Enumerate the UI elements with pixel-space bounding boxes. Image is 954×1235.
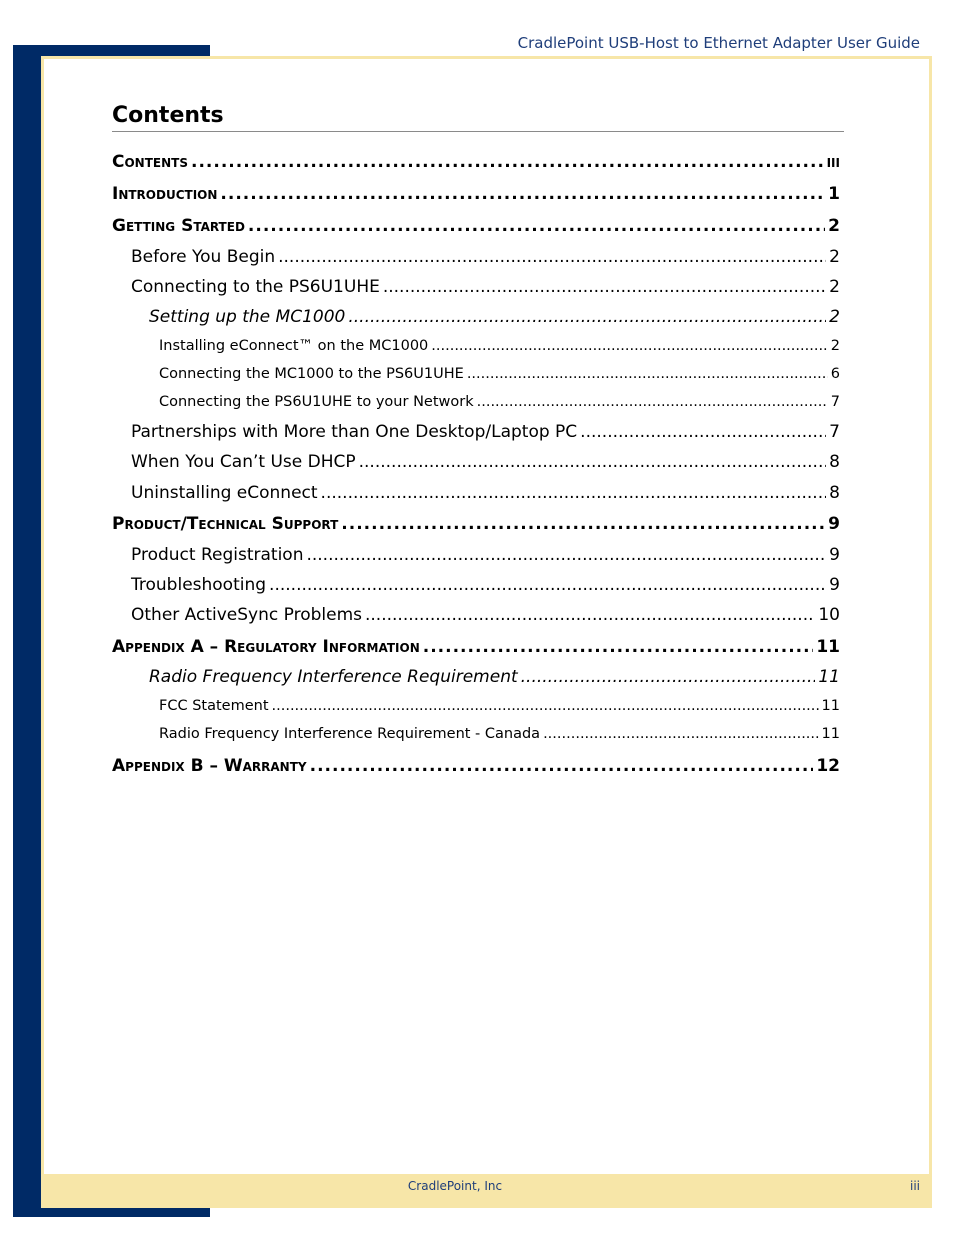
footer-page-number: iii: [909, 1179, 920, 1193]
toc-entry-support[interactable]: Product/Technical Support ..... 9: [112, 514, 840, 534]
toc-entry-connecting-ps6u1uhe[interactable]: Connecting to the PS6U1UHE ..... 2: [131, 277, 840, 297]
toc-entry-before-you-begin[interactable]: Before You Begin ..... 2: [131, 247, 840, 267]
toc-entry-introduction[interactable]: Introduction ..... 1: [112, 184, 840, 204]
toc-entry-uninstalling[interactable]: Uninstalling eConnect ..... 8: [131, 483, 840, 503]
toc-entry-registration[interactable]: Product Registration ..... 9: [131, 545, 840, 565]
toc-entry-activesync[interactable]: Other ActiveSync Problems ..... 10: [131, 605, 840, 625]
toc-entry-appendix-a[interactable]: Appendix A – Regulatory Information ..... 11: [112, 637, 840, 657]
toc-entry-appendix-b[interactable]: Appendix B – Warranty ..... 12: [112, 756, 840, 776]
heading-rule: [112, 131, 844, 132]
toc-entry-troubleshooting[interactable]: Troubleshooting ..... 9: [131, 575, 840, 595]
header-title: CradlePoint USB-Host to Ethernet Adapter User Guide: [517, 34, 920, 52]
toc-entry-partnerships[interactable]: Partnerships with More than One Desktop/Laptop PC ..... 7: [131, 422, 840, 442]
toc-entry-contents[interactable]: Contents ..... iii: [112, 152, 840, 172]
toc-entry-dhcp[interactable]: When You Can’t Use DHCP ..... 8: [131, 452, 840, 472]
footer-company: CradlePoint, Inc: [407, 1179, 503, 1193]
toc-entry-rf-canada[interactable]: Radio Frequency Interference Requirement - Canada ..... 11: [159, 726, 840, 742]
toc-entry-connecting-to-network[interactable]: Connecting the PS6U1UHE to your Network ..... 7: [159, 394, 840, 410]
toc-entry-setting-up-mc1000[interactable]: Setting up the MC1000 ..... 2: [149, 307, 840, 327]
toc-entry-rf-interference[interactable]: Radio Frequency Interference Requirement ..... 11: [149, 667, 840, 687]
toc-entry-installing-econnect[interactable]: Installing eConnect™ on the MC1000 ..... 2: [159, 338, 840, 354]
toc-entry-fcc-statement[interactable]: FCC Statement ..... 11: [159, 698, 840, 714]
contents-heading: Contents: [112, 103, 224, 128]
toc-entry-getting-started[interactable]: Getting Started ..... 2: [112, 216, 840, 236]
toc-entry-connecting-mc1000[interactable]: Connecting the MC1000 to the PS6U1UHE ..... 6: [159, 366, 840, 382]
